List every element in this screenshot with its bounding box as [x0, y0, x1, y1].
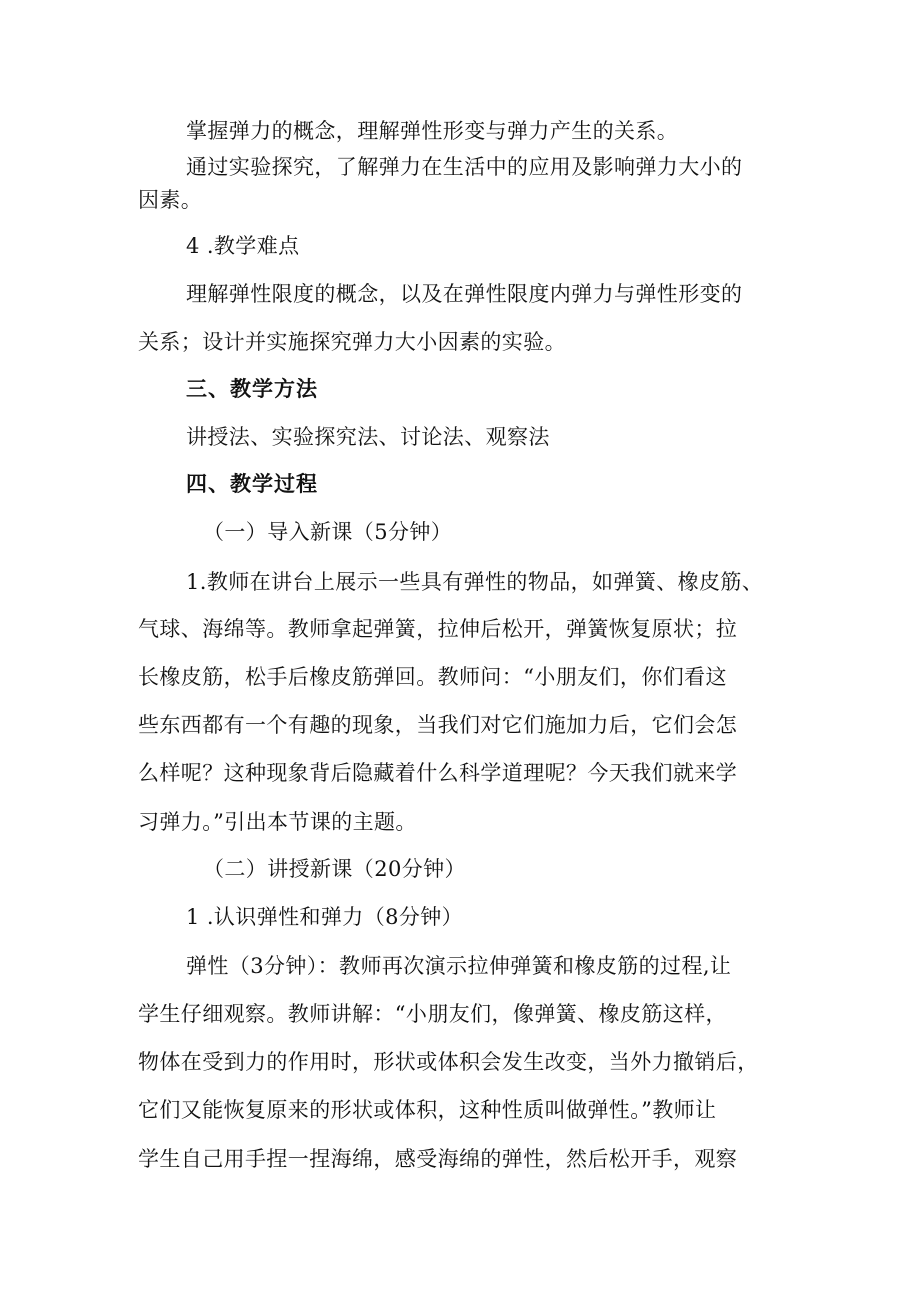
intro-line-6: 习弹力。”引出本节课的主题。	[138, 810, 417, 834]
difficulty-line-2: 关系；设计并实施探究弹力大小因素的实验。	[138, 330, 566, 354]
intro-line-3: 长橡皮筋，松手后橡皮筋弹回。教师问：“小朋友们，你们看这	[138, 665, 727, 689]
elastic-line-4: 它们又能恢复原来的形状或体积，这种性质叫做弹性。”教师让	[138, 1098, 717, 1122]
intro-line-5: 么样呢？这种现象背后隐藏着什么科学道理呢？今天我们就来学	[138, 761, 738, 785]
elastic-line-1: 弹性（3分钟）：教师再次演示拉伸弹簧和橡皮筋的过程,让	[186, 954, 732, 978]
lecture-heading: （二）讲授新课（20分钟）	[203, 857, 466, 881]
elastic-line-2: 学生仔细观察。教师讲解：“小朋友们，像弹簧、橡皮筋这样，	[138, 1002, 727, 1026]
intro-line-1: 1.教师在讲台上展示一些具有弹性的物品，如弹簧、橡皮筋、	[186, 570, 764, 594]
methods-text: 讲授法、实验探究法、讨论法、观察法	[186, 425, 550, 449]
section-heading-methods: 三、教学方法	[186, 377, 318, 401]
difficulty-line-1: 理解弹性限度的概念，以及在弹性限度内弹力与弹性形变的	[186, 282, 743, 306]
elastic-line-3: 物体在受到力的作用时，形状或体积会发生改变，当外力撤销后，	[138, 1050, 759, 1074]
difficulty-heading: 4 .教学难点	[186, 234, 300, 258]
elastic-line-5: 学生自己用手捏一捏海绵，感受海绵的弹性，然后松开手，观察	[138, 1147, 738, 1171]
section-heading-process: 四、教学过程	[186, 472, 318, 496]
key-points-line-3: 因素。	[138, 188, 203, 212]
key-points-line-1: 掌握弹力的概念，理解弹性形变与弹力产生的关系。	[186, 119, 679, 143]
intro-line-4: 些东西都有一个有趣的现象，当我们对它们施加力后，它们会怎	[138, 713, 738, 737]
intro-line-2: 气球、海绵等。教师拿起弹簧，拉伸后松开，弹簧恢复原状；拉	[138, 617, 738, 641]
intro-heading: （一）导入新课（5分钟）	[203, 520, 453, 544]
key-points-line-2: 通过实验探究，了解弹力在生活中的应用及影响弹力大小的	[186, 155, 743, 179]
lecture-subheading-1: 1 .认识弹性和弹力（8分钟）	[186, 905, 464, 929]
